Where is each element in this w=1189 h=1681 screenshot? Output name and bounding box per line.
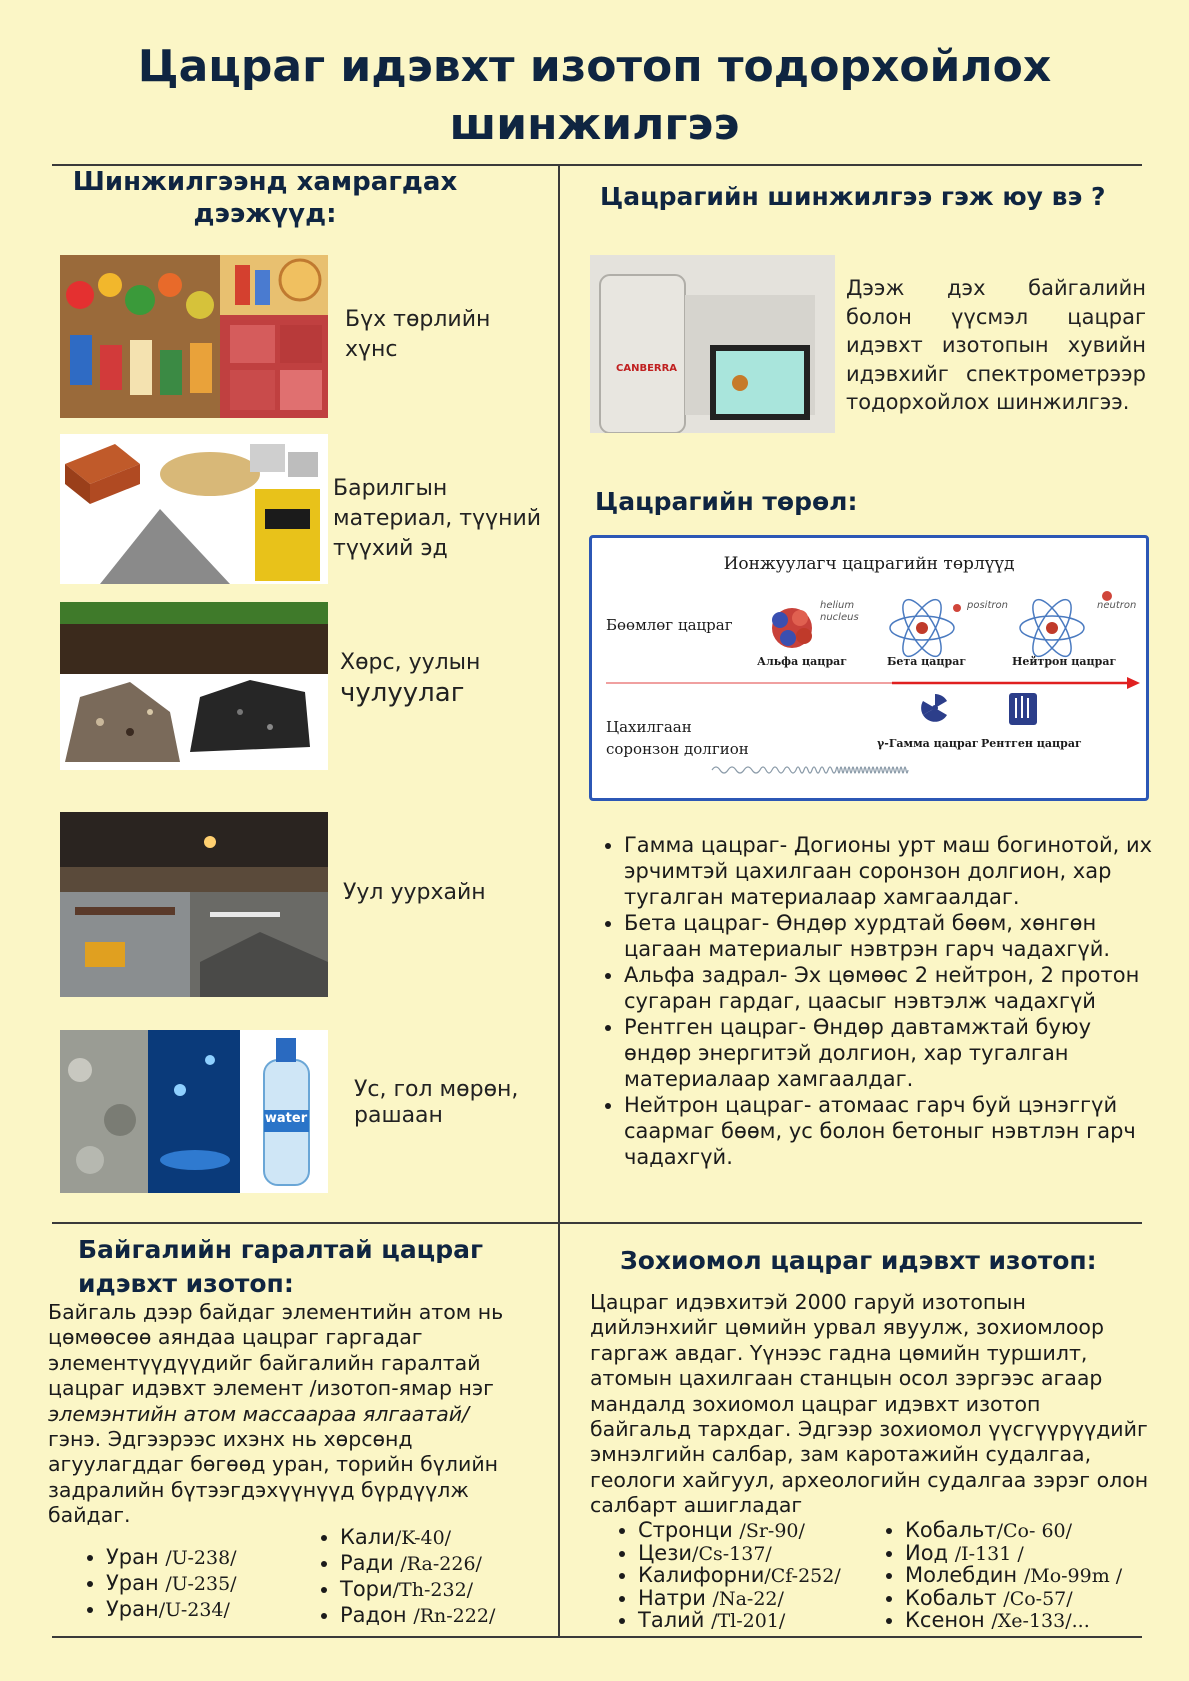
diagram-art (592, 538, 1146, 798)
sample-water-label: Ус, гол мөрөн, рашаан (354, 1077, 519, 1128)
list-item: • Ксенон /Xe-133/... (905, 1610, 1122, 1633)
list-item: • Стронци /Sr-90/ (638, 1520, 841, 1543)
list-item: • Тори/Th-232/ (340, 1577, 495, 1603)
xray-hand-icon (1009, 693, 1037, 725)
types-heading: Цацрагийн төрөл: (595, 487, 858, 516)
xray-label: Рентген цацраг (981, 737, 1082, 750)
food-photo-art (60, 255, 328, 418)
lab-art (590, 255, 835, 433)
energy-arrow (606, 677, 1140, 689)
alpha-label: Альфа цацраг (757, 655, 847, 668)
mining-photo (60, 812, 328, 997)
em-wave (712, 767, 908, 773)
list-item: • Рентген цацраг- Өндөр давтамжтай буюу өндөр энергитэй долгион, хар тугалган материалаар хамгаалдаг. (624, 1014, 1158, 1092)
analysis-heading: Цацрагийн шинжилгээ гэж юу вэ ? (600, 182, 1106, 211)
sample-soil-label: Хөрс, уулын чулуулаг (340, 650, 481, 708)
building-materials-photo (60, 434, 328, 584)
list-item: • Талий /Tl-201/ (638, 1610, 841, 1633)
building-materials-art (60, 434, 328, 584)
gamma-label: γ-Гамма цацраг (877, 737, 979, 750)
radiation-symbol-icon (921, 694, 949, 722)
water-photo (60, 1030, 328, 1193)
neutron-label: Нейтрон цацраг (1012, 655, 1117, 668)
food-photo (60, 255, 328, 418)
soil-rock-art (60, 602, 328, 770)
bottom-divider (52, 1636, 1142, 1638)
sample-building-label: Барилгын материал, түүний түүхий эд (333, 476, 542, 561)
list-item: • Уран/U-234/ (106, 1597, 237, 1623)
list-item: • Иод /I-131 / (905, 1543, 1122, 1566)
list-item: • Цези/Cs-137/ (638, 1543, 841, 1566)
neutron-note: neutron (1097, 600, 1137, 611)
beta-note: positron (967, 600, 1008, 611)
list-item: • Натри /Na-22/ (638, 1588, 841, 1611)
beta-label: Бета цацраг (887, 655, 967, 668)
center-divider (558, 166, 560, 1636)
sample-food-label: Бүх төрлийн хүнс (345, 307, 491, 362)
natural-list-right (320, 1525, 495, 1629)
list-item: • Гамма цацраг- Догионы урт маш богинотой, их эрчимтэй цахилгаан соронзон долгион, хар тугалган материалаар хамгаалдаг. (624, 832, 1158, 910)
bottle-label: water (264, 1111, 308, 1126)
natural-isotopes-text: Байгаль дээр байдаг элементийн атом нь цөмөөсөө аяндаа цацраг гаргадаг элементүүдүүдийг байгалийн гаралтай цацраг идэвхт элемент /изотоп-ямар нэг элемэнтийн атом массаараа ялгаатай/ гэнэ. Эдгээрээс ихэнх нь хөрсөнд агуулагддаг бөгөөд уран, торийн бүлийн задралийн бүтээгдэхүүнүүд бүрдүүлж байдаг. (48, 1300, 504, 1528)
natural-list-left (86, 1545, 237, 1623)
page-title: Цацраг идэвхт изотоп тодорхойлох шинжилгээ (137, 41, 1052, 150)
list-item: • Кобальт /Co-57/ (905, 1588, 1122, 1611)
artificial-isotopes-text: Цацраг идэвхитэй 2000 гаруй изотопын дийлэнхийг цөмийн урвал явуулж, зохиомлоор гаргаж авдаг. Үүнээс гадна цөмийн туршилт, атомын цахилгаан станцын осол зэргээс агаар мандалд зохиомол цацраг идэвхт изотоп байгальд тархдаг. Эдгээр зохиомол үүсгүүрүүдийг эмнэлгийн салбар, зам каротажийн судалгаа, геологи хайгуул, археологийн судалгаа зэрэг олон салбарт ашигладаг (590, 1290, 1149, 1518)
diagram-em-label: Цахилгаан соронзон долгион (606, 718, 749, 758)
list-item: • Бета цацраг- Өндөр хурдтай бөөм, хөнгөн цагаан материалыг нэвтрэн гарч чадахгүй. (624, 910, 1158, 962)
middle-divider (52, 1222, 1142, 1224)
artificial-isotopes-heading: Зохиомол цацраг идэвхт изотоп: (620, 1246, 1097, 1275)
natural-isotopes-heading: Байгалийн гаралтай цацраг идэвхт изотоп: (78, 1235, 484, 1298)
lab-photo (590, 255, 835, 433)
list-item: • Нейтрон цацраг- атомаас гарч буй цэнэггүй саармаг бөөм, ус болон бетоныг нэвтлэн гарч чадахгүй. (624, 1092, 1158, 1170)
list-item: • Ради /Ra-226/ (340, 1551, 495, 1577)
mining-art (60, 812, 328, 997)
list-item: • Кобальт/Co- 60/ (905, 1520, 1122, 1543)
diagram-title: Ионжуулагч цацрагийн төрлүүд (723, 554, 1015, 574)
list-item: • Калифорни/Cf-252/ (638, 1565, 841, 1588)
list-item: • Кали/K-40/ (340, 1525, 495, 1551)
beta-atom-icon (890, 594, 961, 661)
list-item: • Радон /Rn-222/ (340, 1603, 495, 1629)
samples-heading: Шинжилгээнд хамрагдах дээжүүд: (72, 167, 458, 229)
radiation-bullets (598, 832, 1158, 1170)
alpha-particle-icon (772, 608, 812, 648)
sample-mining-label: Уул уурхайн (343, 880, 486, 905)
list-item: • Молебдин /Mo-99m / (905, 1565, 1122, 1588)
artificial-list-right (885, 1520, 1122, 1633)
analysis-definition: Дээж дэх байгалийн болон үүсмэл цацраг идэвхт изотопын хувийн идэвхийг спектрометрээр тодорхойлох шинжилгээ. (846, 276, 1146, 414)
lab-brand: CANBERRA (616, 363, 678, 374)
diagram-particle-label: Бөөмлөг цацраг (606, 616, 733, 634)
alpha-note: helium nucleus (820, 600, 859, 623)
list-item: • Уран /U-238/ (106, 1545, 237, 1571)
radiation-types-diagram (589, 535, 1149, 801)
list-item: • Уран /U-235/ (106, 1571, 237, 1597)
list-item: • Альфа задрал- Эх цөмөөс 2 нейтрон, 2 протон сугаран гардаг, цаасыг нэвтэлж чадахгүй (624, 962, 1158, 1014)
soil-rock-photo (60, 602, 328, 770)
artificial-list-left (618, 1520, 841, 1633)
